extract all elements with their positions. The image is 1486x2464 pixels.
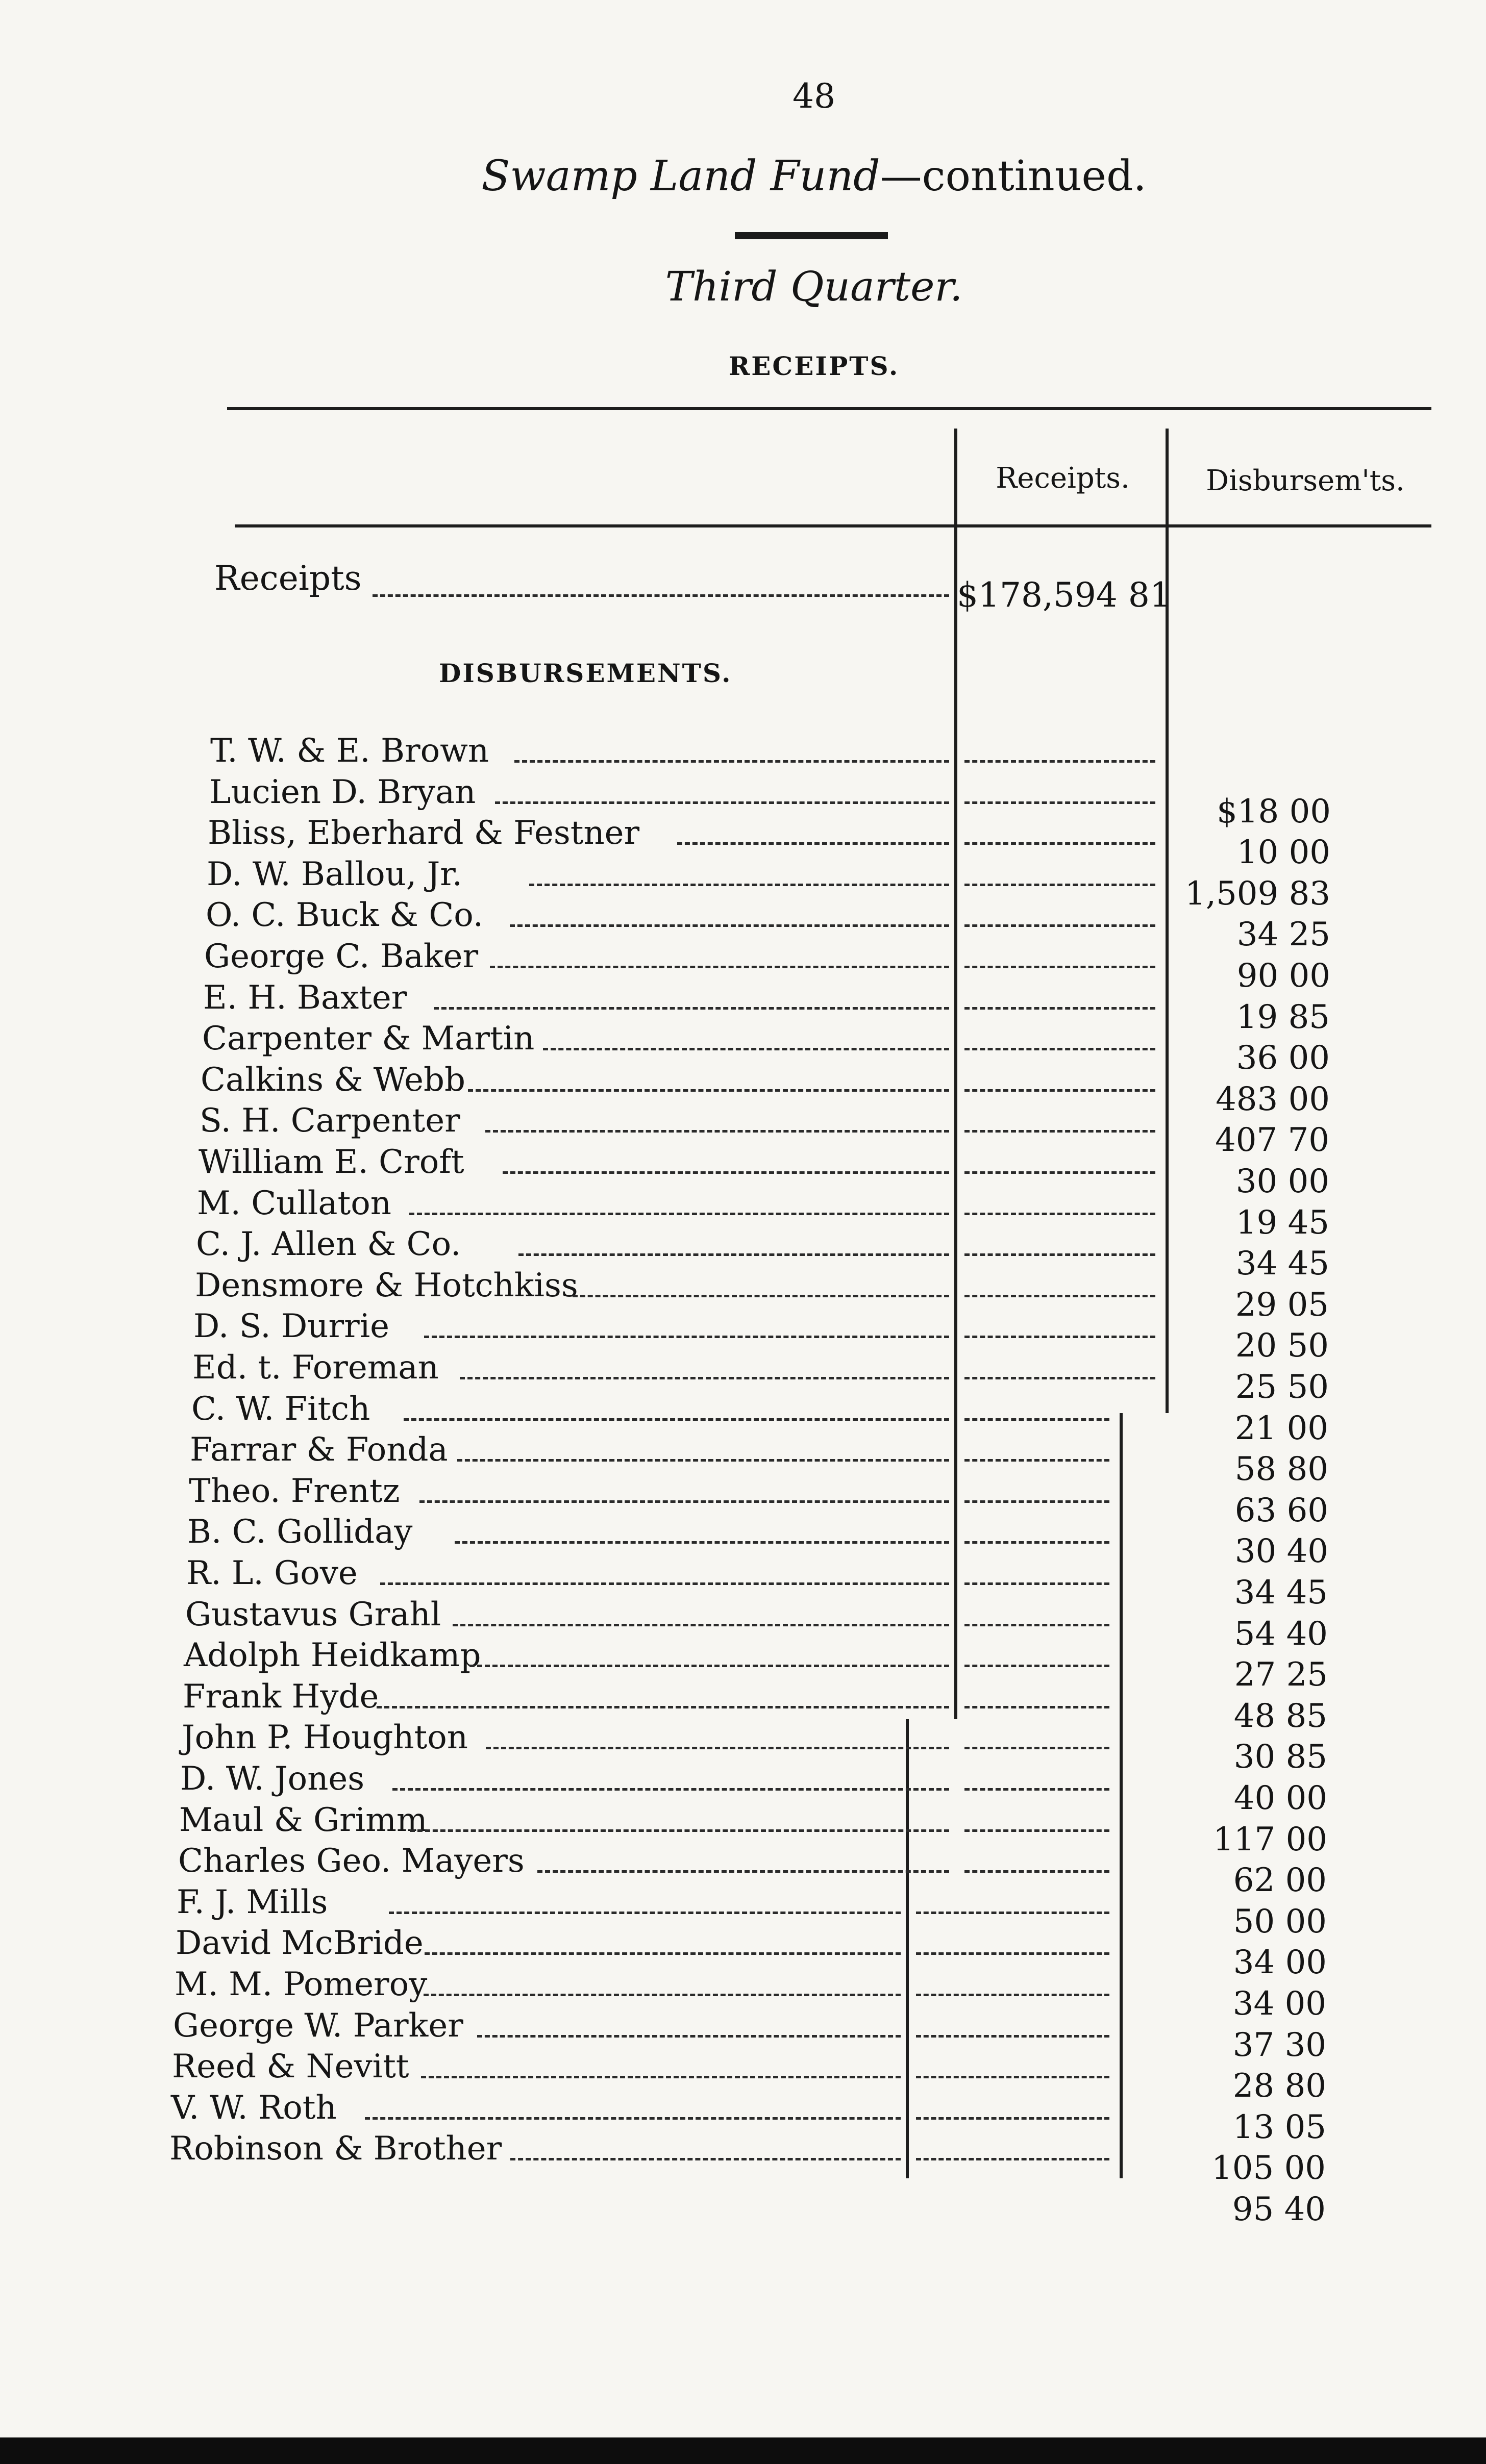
receipts-column-leader [964, 1048, 1155, 1050]
receipts-column-leader [964, 1089, 1155, 1092]
show-through-text [1235, 347, 1245, 384]
disbursement-amount: 58 80 [1234, 1450, 1328, 1489]
dotted-leader [425, 1952, 901, 1955]
dotted-leader [365, 2117, 901, 2120]
dotted-leader [537, 1870, 949, 1873]
table-row [0, 1061, 1486, 1118]
table-row [0, 1595, 1486, 1653]
table-row [0, 1225, 1486, 1283]
disbursement-amount: 19 85 [1236, 998, 1330, 1036]
payee-name: D. W. Ballou, Jr. [207, 855, 463, 893]
disbursement-amount: 40 00 [1233, 1779, 1327, 1817]
payee-name: M. Cullaton [197, 1184, 391, 1222]
table-row [0, 1513, 1486, 1571]
receipts-column-leader [964, 1130, 1155, 1133]
table-row [0, 1966, 1486, 2023]
dotted-leader [380, 1582, 949, 1585]
table-top-rule [227, 407, 1431, 410]
payee-name: E. H. Baxter [203, 978, 407, 1017]
dotted-leader [573, 1295, 949, 1297]
payee-name: Bliss, Eberhard & Festner [208, 814, 640, 852]
disbursement-amount: 90 00 [1236, 957, 1330, 995]
payee-name: Carpenter & Martin [202, 1020, 535, 1058]
disbursement-amount: 95 40 [1232, 2191, 1326, 2228]
dotted-leader [457, 1459, 949, 1462]
receipts-column-leader [964, 1213, 1155, 1215]
dotted-leader [485, 1130, 949, 1133]
disbursement-amount: 34 00 [1232, 1985, 1326, 2023]
receipts-row-label: Receipts [214, 559, 362, 598]
disbursement-amount: 28 80 [1232, 2067, 1326, 2105]
disbursement-amount: 34 25 [1236, 916, 1330, 954]
receipts-column-leader [916, 2035, 1109, 2038]
dotted-leader [468, 1089, 949, 1092]
disbursements-column-header: Disbursem'ts. [1206, 464, 1405, 497]
receipts-column-leader [964, 1418, 1109, 1421]
page-title [0, 152, 1486, 200]
payee-name: Farrar & Fonda [190, 1431, 448, 1469]
receipts-column-leader [964, 1788, 1109, 1791]
receipts-column-leader [916, 2076, 1109, 2078]
payee-name: D. S. Durrie [193, 1308, 390, 1346]
payee-name: Densmore & Hotchkiss [195, 1266, 578, 1304]
payee-name: Robinson & Brother [169, 2130, 502, 2168]
dotted-leader [495, 801, 949, 804]
receipts-column-leader [964, 1336, 1155, 1338]
dotted-leader [453, 1624, 949, 1626]
table-row [0, 732, 1486, 773]
header-bottom-rule [235, 524, 1431, 527]
disbursement-amount: 48 85 [1233, 1697, 1327, 1735]
dotted-leader [469, 1665, 949, 1667]
dotted-leader [529, 884, 949, 886]
payee-name: O. C. Buck & Co. [206, 896, 484, 935]
table-row [0, 1883, 1486, 1941]
disbursement-amount: 36 00 [1236, 1039, 1330, 1077]
dotted-leader [424, 1994, 901, 1996]
title-continued: —continued. [880, 152, 1147, 200]
disbursement-amount: 54 40 [1234, 1615, 1328, 1653]
table-row [0, 1760, 1486, 1817]
table-row [0, 1677, 1486, 1735]
receipts-column-leader [964, 1747, 1109, 1749]
receipts-column-leader [964, 1171, 1155, 1174]
payee-name: Reed & Nevitt [172, 2048, 409, 2086]
table-row [0, 1266, 1486, 1324]
payee-name: S. H. Carpenter [200, 1102, 460, 1140]
payee-name: Calkins & Webb [201, 1061, 465, 1099]
receipts-column-leader [964, 1253, 1155, 1256]
table-row [0, 2130, 1486, 2188]
payee-name: M. M. Pomeroy [175, 1966, 428, 2003]
disbursement-amount: 1,509 83 [1185, 874, 1330, 913]
table-row [0, 1102, 1486, 1160]
dotted-leader [518, 1253, 949, 1256]
receipts-row-leader [373, 594, 949, 597]
table-row [0, 1924, 1486, 1982]
payee-name: F. J. Mills [177, 1883, 328, 1921]
table-row [0, 938, 1486, 995]
receipts-column-leader [964, 1500, 1109, 1503]
payee-name: Theo. Frentz [189, 1472, 400, 1510]
quarter-heading: Third Quarter. [665, 263, 963, 310]
receipts-column-leader [964, 1459, 1109, 1462]
payee-name: V. W. Roth [171, 2089, 337, 2127]
receipts-column-leader [964, 1541, 1109, 1544]
dotted-leader [377, 1706, 949, 1708]
dotted-leader [434, 1007, 949, 1010]
dotted-leader [510, 2158, 901, 2160]
table-row [0, 896, 1486, 954]
receipts-column-leader [916, 1994, 1109, 1996]
table-row [0, 773, 1486, 831]
payee-name: T. W. & E. Brown [210, 732, 489, 770]
receipts-column-leader [964, 1295, 1155, 1297]
receipts-column-leader [964, 1665, 1109, 1667]
title-fund-name: Swamp Land Fund [481, 152, 880, 200]
table-row [0, 1020, 1486, 1077]
disbursement-amount: 62 00 [1233, 1862, 1327, 1900]
table-row [0, 1308, 1486, 1365]
payee-name: Frank Hyde [183, 1677, 379, 1716]
dotted-leader [455, 1541, 949, 1544]
disbursement-amount: 25 50 [1235, 1368, 1329, 1406]
payee-name: George W. Parker [173, 2006, 463, 2045]
disbursement-amount: 37 30 [1232, 2026, 1326, 2064]
payee-name: Ed. t. Foreman [192, 1349, 439, 1387]
table-row [0, 1719, 1486, 1776]
receipts-column-leader [964, 801, 1155, 804]
receipts-column-leader [964, 1007, 1155, 1010]
receipts-column-leader [916, 1952, 1109, 1955]
table-row [0, 1431, 1486, 1489]
receipts-column-leader [916, 2158, 1109, 2160]
payee-name: George C. Baker [204, 938, 479, 975]
dotted-leader [409, 1213, 949, 1215]
disbursement-amount: 30 40 [1234, 1532, 1328, 1571]
receipts-column-leader [964, 1624, 1109, 1626]
dotted-leader [543, 1048, 949, 1050]
dotted-leader [424, 1336, 949, 1338]
payee-name: John P. Houghton [182, 1719, 468, 1757]
receipts-column-leader [964, 966, 1155, 968]
receipts-column-leader [964, 1829, 1109, 1832]
disbursement-amount: $18 00 [1217, 792, 1331, 831]
receipts-heading: RECEIPTS. [728, 351, 900, 381]
disbursement-amount: 13 05 [1232, 2108, 1326, 2146]
table-row [0, 855, 1486, 913]
table-row [0, 2006, 1486, 2064]
table-row [0, 1184, 1486, 1242]
disbursement-amount: 34 45 [1235, 1245, 1329, 1283]
dotted-leader [410, 1829, 949, 1832]
payee-name: Lucien D. Bryan [209, 773, 476, 811]
dotted-leader [490, 966, 949, 968]
receipts-row-amount: $178,594 81 [957, 575, 1171, 615]
disbursement-amount: 117 00 [1213, 1820, 1327, 1858]
dotted-leader [503, 1171, 949, 1174]
disbursement-amount: 483 00 [1216, 1080, 1330, 1118]
table-row [0, 1637, 1486, 1694]
table-row [0, 1349, 1486, 1406]
table-row [0, 814, 1486, 872]
dotted-leader [404, 1418, 949, 1421]
dotted-leader [514, 760, 949, 763]
receipts-column-leader [964, 1377, 1155, 1379]
page-number: 48 [792, 77, 835, 116]
dotted-leader [677, 842, 949, 845]
dotted-leader [486, 1747, 949, 1749]
receipts-column-leader [964, 1706, 1109, 1708]
payee-name: David McBride [176, 1924, 424, 1963]
receipts-column-leader [916, 1912, 1109, 1914]
table-row [0, 1143, 1486, 1200]
table-row [0, 2171, 1486, 2228]
dotted-leader [389, 1912, 901, 1914]
receipts-column-leader [964, 1870, 1109, 1873]
disbursement-amount: 34 45 [1234, 1574, 1328, 1612]
disbursement-amount: 407 70 [1215, 1121, 1329, 1160]
dotted-leader [510, 924, 949, 927]
scan-bottom-border [0, 2437, 1486, 2464]
disbursements-heading: DISBURSEMENTS. [439, 658, 732, 688]
receipts-column-leader [916, 2117, 1109, 2120]
table-row [0, 978, 1486, 1036]
payee-name: D. W. Jones [180, 1760, 365, 1798]
dotted-leader [419, 1500, 949, 1503]
receipts-column-leader [964, 884, 1155, 886]
dotted-leader [421, 2076, 901, 2078]
receipts-column-leader [964, 842, 1155, 845]
table-row [0, 1472, 1486, 1529]
dotted-leader [392, 1788, 949, 1791]
disbursement-amount: 10 00 [1236, 834, 1330, 872]
receipts-column-header: Receipts. [996, 462, 1130, 495]
disbursement-amount: 19 45 [1235, 1203, 1329, 1242]
payee-name: William E. Croft [199, 1143, 464, 1181]
disbursement-amount: 30 85 [1233, 1738, 1327, 1776]
payee-name: Maul & Grimm [179, 1801, 428, 1839]
table-row [0, 1554, 1486, 1612]
disbursement-amount: 21 00 [1234, 1409, 1328, 1447]
receipts-column-leader [964, 1582, 1109, 1585]
disbursement-amount: 27 25 [1234, 1656, 1328, 1694]
disbursement-amount: 34 00 [1233, 1944, 1327, 1982]
disbursement-amount: 20 50 [1235, 1327, 1329, 1365]
struck-out-word [735, 232, 888, 239]
payee-name: Gustavus Grahl [185, 1595, 441, 1633]
receipts-column-leader [964, 924, 1155, 927]
payee-name: C. J. Allen & Co. [196, 1225, 461, 1264]
disbursement-amount: 50 00 [1233, 1902, 1327, 1941]
table-row [0, 1801, 1486, 1858]
payee-name: Charles Geo. Mayers [178, 1842, 525, 1880]
payee-name: C. W. Fitch [191, 1390, 370, 1428]
table-row [0, 1842, 1486, 1900]
payee-name: Adolph Heidkamp [184, 1637, 481, 1675]
payee-name: B. C. Golliday [187, 1513, 413, 1551]
disbursement-amount: 29 05 [1235, 1286, 1329, 1324]
disbursement-amount: 105 00 [1211, 2149, 1326, 2188]
disbursement-amount: 30 00 [1235, 1163, 1329, 1200]
receipts-column-leader [964, 760, 1155, 763]
table-row [0, 1390, 1486, 1447]
table-row [0, 2048, 1486, 2105]
dotted-leader [477, 2035, 901, 2038]
payee-name: R. L. Gove [186, 1554, 358, 1592]
table-row [0, 2089, 1486, 2146]
disbursement-amount: 63 60 [1234, 1491, 1328, 1529]
dotted-leader [460, 1377, 949, 1379]
